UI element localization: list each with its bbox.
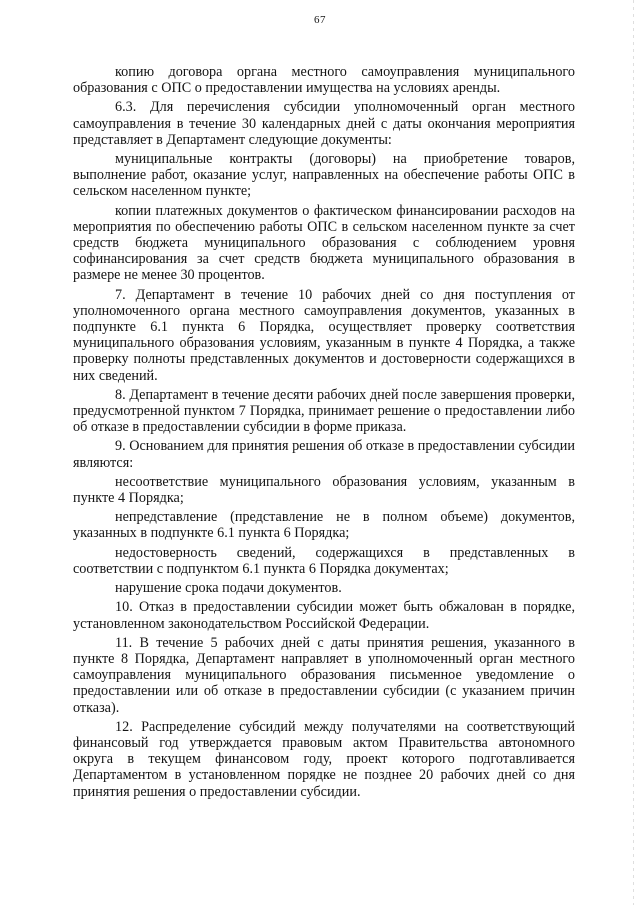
paragraph-municipal-contracts: муниципальные контракты (договоры) на приобретение товаров, выполнение работ, оказание услуг, направленных на обеспечение работы ОПС в сельском населенном пункте; [73,151,575,200]
paragraph-payment-documents: копии платежных документов о фактическом финансировании расходов на мероприятия по обеспечению работы ОПС в сельском населенном пункте за счет средств бюджета муниципального образования с соблюдением уровня софинансирования за счет средств бюджета муниципального образования в размере не менее 30 процентов. [73,202,575,284]
paragraph-6-3: 6.3. Для перечисления субсидии уполномоченный орган местного самоуправления в течение 30 календарных дней с даты окончания мероприятия представляет в Департамент следующие документы: [73,99,575,148]
paragraph-7: 7. Департамент в течение 10 рабочих дней со дня поступления от уполномоченного органа местного самоуправления документов, указанных в подпункте 6.1 пункта 6 Порядка, осуществляет проверку соответствия муниципального образования условиям, указанным в пункте 4 Порядка, а также проверку полноты представленных документов и достоверности содержащихся в них сведений. [73,286,575,384]
paragraph-lease-contract-copy: копию договора органа местного самоуправления муниципального образования с ОПС о предоставлении имущества на условиях аренды. [73,64,575,97]
scan-edge-line [633,0,634,905]
paragraph-9-reason-unreliability: недостоверность сведений, содержащихся в представленных в соответствии с подпунктом 6.1 пункта 6 Порядка документах; [73,544,575,577]
paragraph-10: 10. Отказ в предоставлении субсидии может быть обжалован в порядке, установленном законодательством Российской Федерации. [73,599,575,632]
paragraph-9-reason-deadline: нарушение срока подачи документов. [115,580,342,597]
paragraph-9: 9. Основанием для принятия решения об отказе в предоставлении субсидии являются: [73,438,575,471]
page-number: 67 [314,14,326,26]
document-body [73,64,575,803]
paragraph-8: 8. Департамент в течение десяти рабочих дней после завершения проверки, предусмотренной пунктом 7 Порядка, принимает решение о предоставлении либо об отказе в предоставлении субсидии в форме приказа. [73,386,575,436]
paragraph-12: 12. Распределение субсидий между получателями на соответствующий финансовый год утверждается правовым актом Правительства автономного округа в текущем финансовом году, проект которого подготавливается Департаментом в установленном порядке не позднее 20 рабочих дней со дня принятия решения о предоставлении субсидии. [73,718,575,800]
paragraph-11: 11. В течение 5 рабочих дней с даты принятия решения, указанного в пункте 8 Порядка, Департамент направляет в уполномоченный орган местного самоуправления муниципального образования письменное уведомление о предоставлении или об отказе в предоставлении субсидии (с указанием причин отказа). [73,634,575,716]
paragraph-9-reason-nonsubmission: непредставление (представление не в полном объеме) документов, указанных в подпункте 6.1 пункта 6 Порядка; [73,509,575,542]
paragraph-9-reason-nonconformity: несоответствие муниципального образования условиям, указанным в пункте 4 Порядка; [73,473,575,507]
